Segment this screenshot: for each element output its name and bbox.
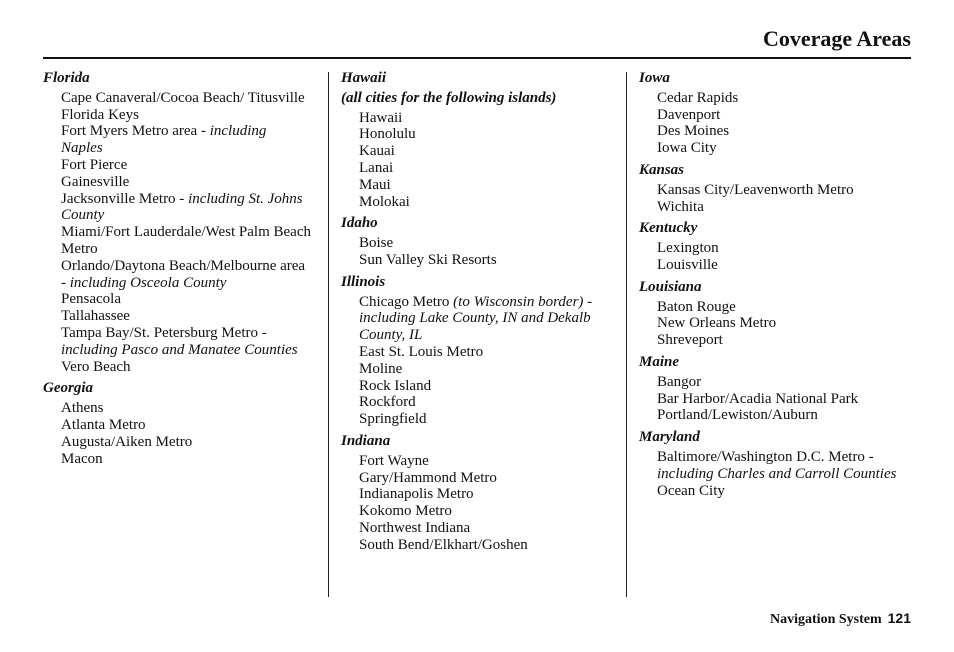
state-heading: Maine (639, 353, 680, 370)
state-group (639, 429, 911, 499)
city-name: Iowa City (657, 140, 717, 157)
city-item (341, 537, 617, 554)
city-item (43, 308, 311, 325)
city-item (341, 143, 617, 160)
city-name: Molokai (359, 193, 410, 210)
city-name: New Orleans Metro (657, 315, 777, 332)
city-item (341, 126, 617, 143)
state-heading: Indiana (341, 432, 391, 449)
city-name: Sun Valley Ski Resorts (359, 251, 497, 268)
column-divider (328, 72, 329, 597)
city-item (639, 199, 911, 216)
city-name: Bar Harbor/Acadia National Park (657, 390, 859, 407)
state-heading: Louisiana (639, 278, 702, 295)
city-name: Lexington (657, 240, 719, 257)
city-item (639, 449, 911, 483)
city-name: Macon (61, 450, 103, 467)
state-heading: Illinois (341, 273, 386, 290)
city-item (43, 359, 311, 376)
state-group (639, 220, 911, 273)
state-group (639, 70, 911, 157)
city-name: Moline (359, 360, 403, 377)
city-item (639, 257, 911, 274)
state-group (341, 433, 617, 554)
header-rule (43, 57, 911, 59)
city-item (341, 110, 617, 127)
city-item (341, 378, 617, 395)
city-name: Augusta/Aiken Metro (61, 433, 193, 450)
state-heading: Kentucky (639, 220, 698, 237)
city-item (341, 453, 617, 470)
city-name: Pensacola (61, 291, 121, 308)
city-item (341, 194, 617, 211)
city-item (639, 182, 911, 199)
city-item (341, 344, 617, 361)
state-group (43, 380, 311, 467)
city-name: East St. Louis Metro (359, 343, 484, 360)
city-item (341, 486, 617, 503)
city-name: Vero Beach (61, 358, 131, 375)
city-name: Cedar Rapids (657, 89, 739, 106)
city-name: Florida Keys (61, 106, 139, 123)
state-group (639, 354, 911, 424)
state-note: (all cities for the following islands) (341, 89, 557, 106)
state-heading: Hawaii (341, 70, 387, 86)
city-item (639, 391, 911, 408)
city-item (639, 315, 911, 332)
city-name: Wichita (657, 198, 704, 215)
city-name: Portland/Lewiston/Auburn (657, 407, 818, 424)
city-name: Des Moines (657, 123, 730, 140)
city-item (341, 361, 617, 378)
city-item (43, 157, 311, 174)
page-title: Coverage Areas (762, 26, 911, 51)
state-heading: Maryland (639, 429, 700, 446)
city-item (639, 123, 911, 140)
city-name: Fort Wayne (359, 452, 429, 469)
city-item (43, 434, 311, 451)
city-name: Tallahassee (61, 308, 130, 325)
state-group (639, 162, 911, 215)
city-item (43, 107, 311, 124)
city-name: Gainesville (61, 173, 130, 190)
city-name: Shreveport (657, 332, 723, 349)
state-group (341, 274, 617, 428)
city-name: Kansas City/Leavenworth Metro (657, 181, 854, 198)
state-group (639, 279, 911, 349)
city-item (43, 258, 311, 292)
city-name: Athens (61, 400, 104, 417)
city-item (43, 123, 311, 157)
city-item (43, 417, 311, 434)
city-item (43, 174, 311, 191)
column-1 (43, 68, 311, 472)
city-name: Bangor (657, 373, 702, 390)
city-name: Ocean City (657, 482, 725, 499)
city-item (341, 470, 617, 487)
page-footer (770, 610, 911, 628)
city-item (43, 224, 311, 258)
city-item (43, 451, 311, 468)
city-item (639, 483, 911, 500)
city-name: Northwest Indiana (359, 519, 471, 536)
city-name: Baltimore/Washington D.C. Metro - (657, 448, 874, 465)
city-item (43, 400, 311, 417)
city-name: Lanai (359, 159, 394, 176)
city-name: Orlando/Daytona Beach/Melbourne area - (61, 257, 306, 291)
city-item (43, 90, 311, 107)
city-name: Rockford (359, 394, 416, 411)
city-item (341, 252, 617, 269)
city-name: Louisville (657, 256, 718, 273)
city-item (639, 90, 911, 107)
column-divider (626, 72, 627, 597)
city-qualifier: including Pasco and Manatee Counties (61, 341, 298, 358)
city-item (639, 374, 911, 391)
city-name: Maui (359, 176, 391, 193)
state-heading: Iowa (639, 70, 670, 86)
city-qualifier: including St. Johns County (61, 190, 303, 224)
city-item (341, 520, 617, 537)
city-item (341, 160, 617, 177)
city-name: South Bend/Elkhart/Goshen (359, 536, 528, 553)
city-item (639, 240, 911, 257)
city-item (639, 332, 911, 349)
city-item (341, 503, 617, 520)
city-name: Fort Myers Metro area - (61, 123, 210, 140)
state-heading: Florida (43, 70, 90, 86)
city-name: Baton Rouge (657, 298, 736, 315)
city-item (341, 394, 617, 411)
city-item (43, 325, 311, 359)
city-name: Springfield (359, 411, 427, 428)
city-name: Miami/Fort Lauderdale/West Palm Beach Metro (61, 224, 311, 257)
state-heading: Georgia (43, 380, 93, 397)
city-item (341, 294, 617, 344)
city-qualifier: including Osceola County (69, 274, 227, 291)
city-name: Chicago Metro (359, 293, 454, 310)
column-2 (341, 68, 617, 559)
city-item (43, 291, 311, 308)
city-name: Jacksonville Metro - (61, 190, 189, 207)
state-heading: Kansas (639, 161, 685, 178)
city-item (341, 235, 617, 252)
city-name: Indianapolis Metro (359, 486, 474, 503)
city-name: Boise (359, 235, 394, 252)
city-qualifier: including Naples (61, 123, 267, 157)
city-name: Rock Island (359, 377, 432, 394)
city-name: Tampa Bay/St. Petersburg Metro - (61, 324, 267, 341)
state-group (43, 70, 311, 375)
city-name: Gary/Hammond Metro (359, 469, 497, 486)
city-qualifier: (to Wisconsin border) - including Lake County, IN and Dekalb County, IL (359, 293, 593, 344)
state-group (341, 215, 617, 268)
city-item (341, 177, 617, 194)
footer-section-label: Navigation System (770, 612, 882, 627)
city-qualifier: including Charles and Carroll Counties (657, 465, 897, 482)
city-name: Fort Pierce (61, 156, 128, 173)
city-name: Hawaii (359, 109, 403, 126)
city-name: Kauai (359, 143, 395, 160)
city-name: Honolulu (359, 126, 416, 143)
city-name: Cape Canaveral/Cocoa Beach/ Titusville (61, 89, 305, 106)
column-3 (639, 68, 911, 504)
city-item (639, 107, 911, 124)
city-item (639, 407, 911, 424)
city-item (43, 191, 311, 225)
city-name: Atlanta Metro (61, 416, 146, 433)
city-item (639, 299, 911, 316)
city-item (639, 140, 911, 157)
city-name: Davenport (657, 106, 721, 123)
page-number: 121 (887, 610, 911, 626)
state-group (341, 70, 617, 210)
city-item (341, 411, 617, 428)
state-heading: Idaho (341, 215, 378, 232)
city-name: Kokomo Metro (359, 503, 452, 520)
